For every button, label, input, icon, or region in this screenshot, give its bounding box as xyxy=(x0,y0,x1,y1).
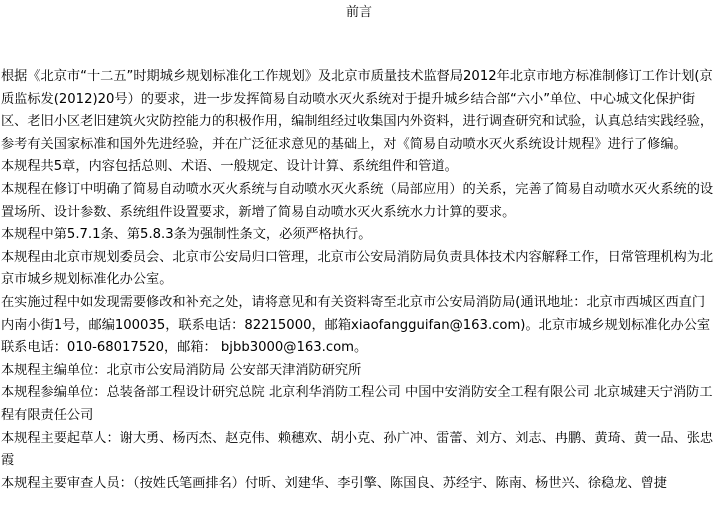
paragraph-feedback-contact: 在实施过程中如发现需要修改和补充之处，请将意见和有关资料寄至北京市公安局消防局(通讯地址：北京市西城区西直门内南小街1号，邮编100035，联系电话：82215000，邮箱xiaofangguifan@163.com)。北京市城乡规划标准化办公室联系电话：010-68017520，邮箱： bjbb3000@163.com。 xyxy=(1,294,711,356)
paragraph-participating-units: 本规程参编单位：总装备部工程设计研究总院 北京利华消防工程公司 中国中安消防安全工程有限公司 北京城建天宁消防工程有限责任公司 xyxy=(1,385,713,423)
paragraph-chapters: 本规程共5章，内容包括总则、术语、一般规定、设计计算、系统组件和管道。 xyxy=(1,159,458,175)
paragraph-mandatory-clauses: 本规程中第5.7.1条、第5.8.3条为强制性条文，必须严格执行。 xyxy=(1,227,372,243)
paragraph-drafters: 本规程主要起草人：谢大勇、杨丙杰、赵克伟、赖穗欢、胡小克、孙广冲、雷蕾、刘方、刘志、冉鹏、黄琦、黄一品、张忠霞 xyxy=(1,430,714,469)
paragraph-revision: 本规程在修订中明确了简易自动喷水灭火系统与自动喷水灭火系统（局部应用）的关系，完善了简易自动喷水灭火系统的设置场所、设计参数、系统组件设置要求，新增了简易自动喷水灭火系统水力计算的要求。 xyxy=(1,181,714,220)
paragraph-chief-editor-unit: 本规程主编单位：北京市公安局消防局 公安部天津消防研究所 xyxy=(1,362,362,378)
document-title: 前言 xyxy=(345,5,372,20)
document-body xyxy=(1,66,717,495)
paragraph-basis: 根据《北京市“十二五”时期城乡规划标准化工作规划》及北京市质量技术监督局2012年北京市地方标准制修订工作计划(京质监标发(2012)20号）的要求，进一步发挥简易自动喷水灭火系统对于提升城乡结合部“六小”单位、中心城文化保护街区、老旧小区老旧建筑火灾防控能力的积极作用，编制组经过收集国内外资料，进行调查研究和试验，认真总结实践经验，参考有关国家标准和国外先进经验，并在广泛征求意见的基础上，对《简易自动喷水灭火系统设计规程》进行了修编。 xyxy=(1,69,714,152)
paragraph-reviewers: 本规程主要审查人员：（按姓氏笔画排名）付昕、刘建华、李引擎、陈国良、苏经宇、陈南、杨世兴、徐稳龙、曾捷 xyxy=(1,475,667,491)
paragraph-management: 本规程由北京市规划委员会、北京市公安局归口管理，北京市公安局消防局负责具体技术内容解释工作，日常管理机构为北京市城乡规划标准化办公室。 xyxy=(1,249,714,288)
